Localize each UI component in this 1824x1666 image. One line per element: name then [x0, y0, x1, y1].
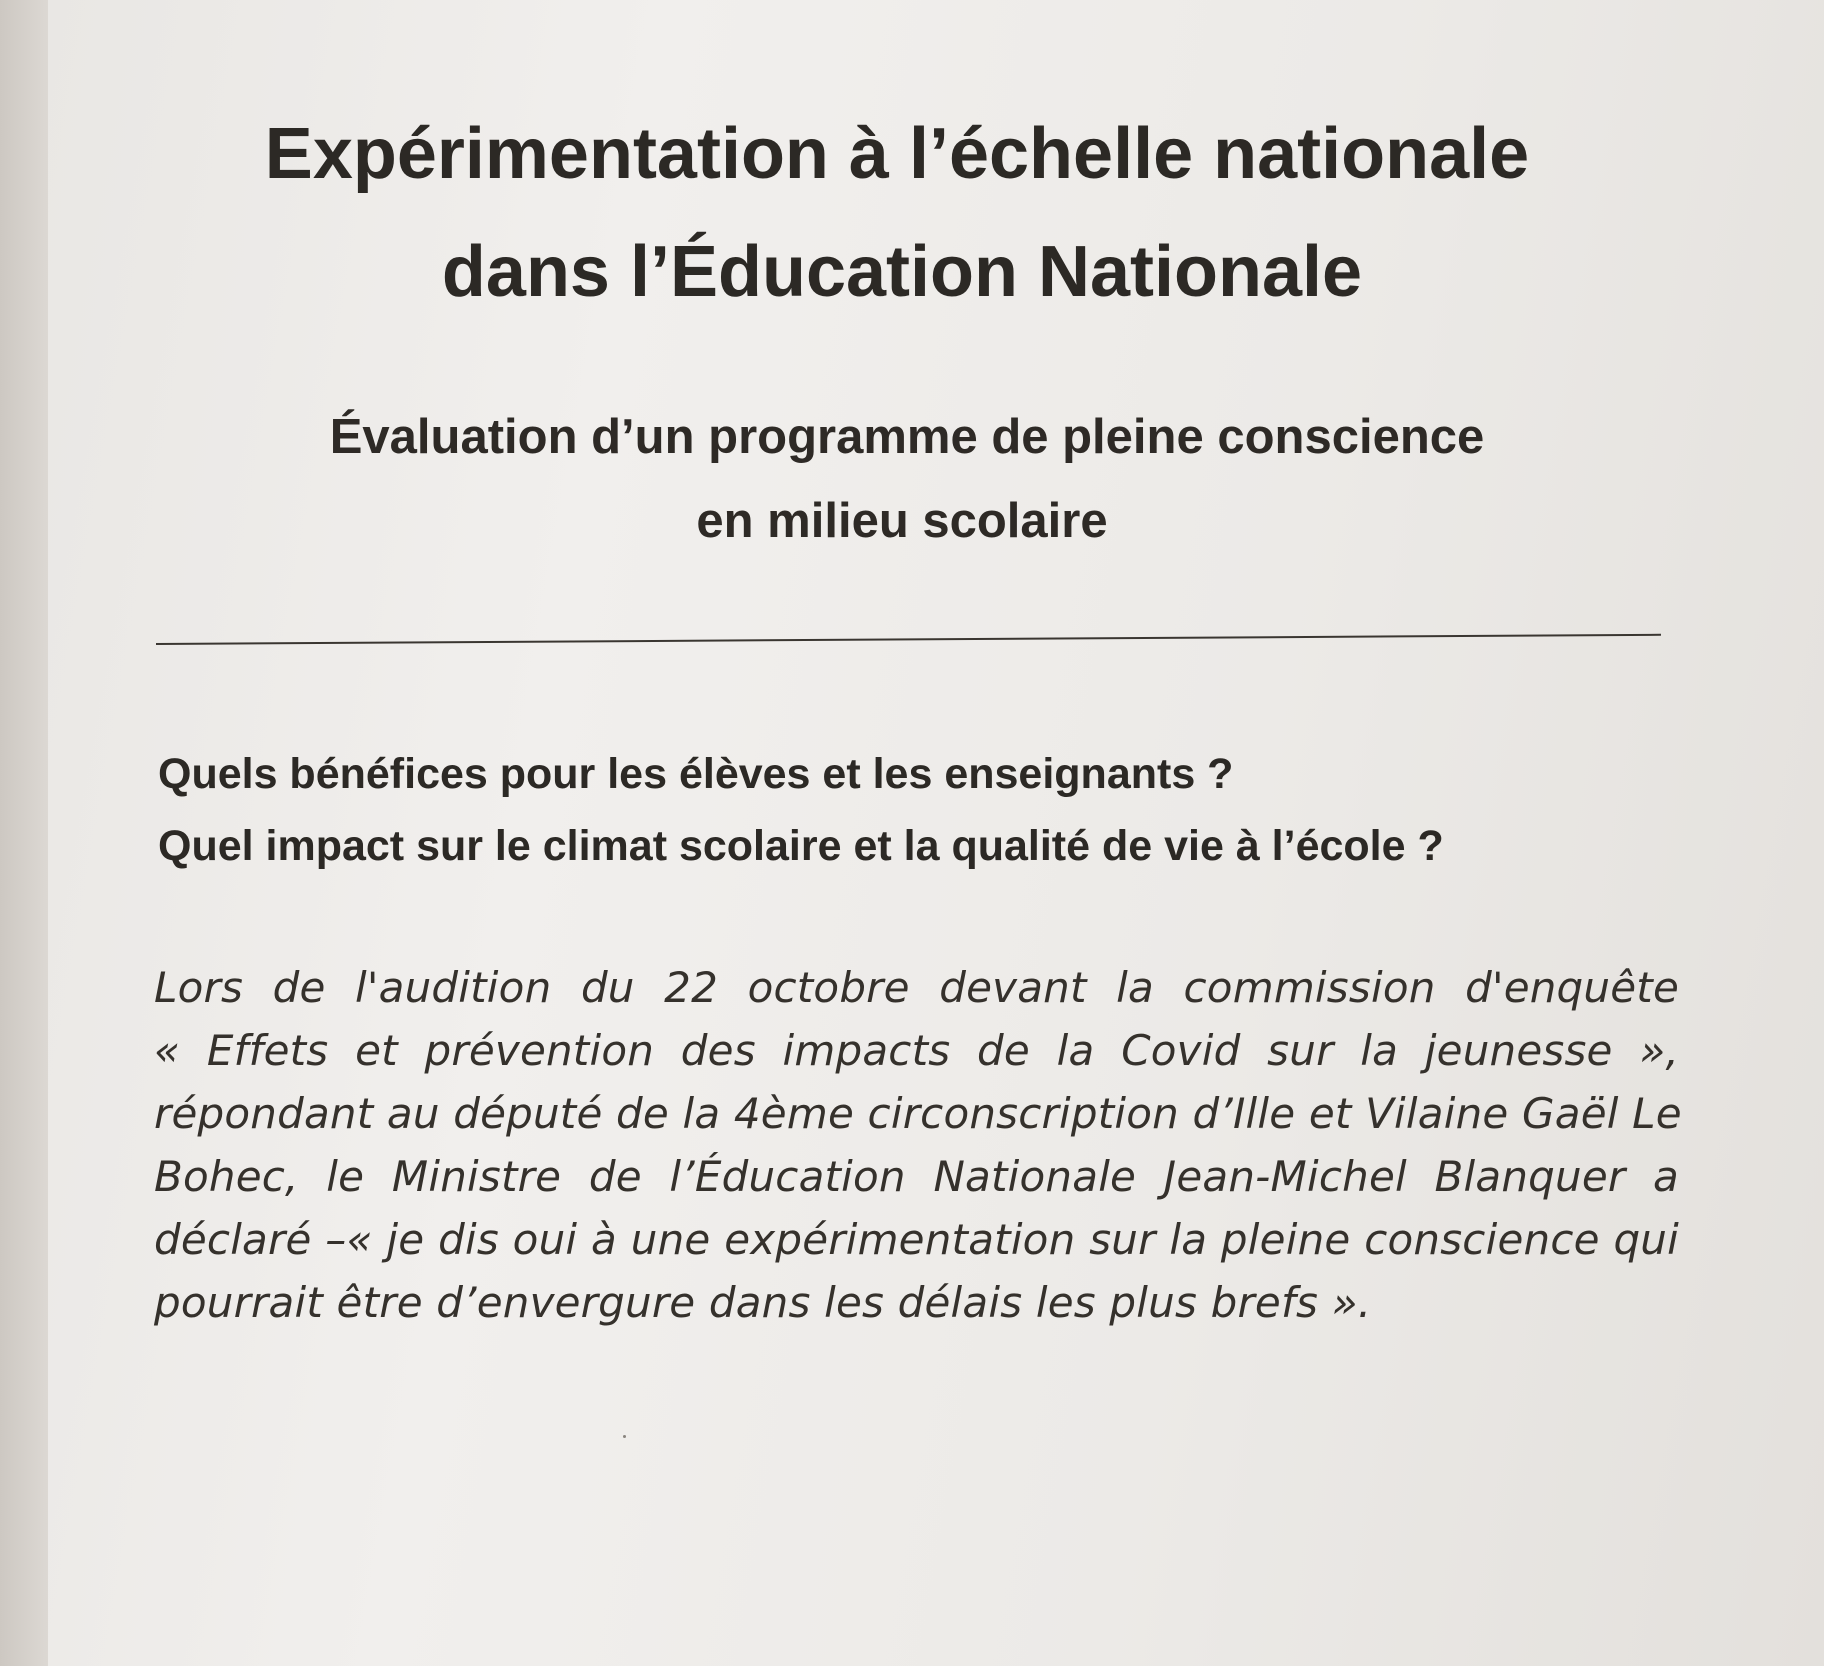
quote-line-5: déclaré –« je dis oui à une expérimentation sur la pleine conscience qui — [154, 1215, 1679, 1264]
question-1: Quels bénéfices pour les élèves et les enseignants ? — [158, 750, 1234, 798]
quote-paragraph — [154, 956, 1682, 1334]
title-line-1: Expérimentation à l’échelle nationale — [264, 114, 1530, 194]
document-subtitle — [0, 395, 1824, 563]
question-2: Quel impact sur le climat scolaire et la qualité de vie à l’école ? — [158, 822, 1444, 870]
subtitle-line-2: en milieu scolaire — [696, 494, 1108, 548]
questions-block — [158, 738, 1608, 882]
title-line-2: dans l’Éducation Nationale — [441, 232, 1363, 312]
quote-line-2: « Effets et prévention des impacts de la Covid sur la jeunesse », — [154, 1026, 1679, 1075]
quote-line-3: répondant au député de la 4ème circonscription d’Ille et Vilaine Gaël Le — [154, 1089, 1682, 1138]
quote-line-1: Lors de l'audition du 22 octobre devant la commission d'enquête — [154, 963, 1679, 1012]
quote-line-6: pourrait être d’envergure dans les délais les plus brefs ». — [154, 1278, 1372, 1327]
document-title — [0, 95, 1824, 331]
subtitle-line-1: Évaluation d’un programme de pleine conscience — [329, 410, 1485, 464]
paper-speck — [623, 1435, 626, 1438]
quote-line-4: Bohec, le Ministre de l’Éducation Nationale Jean-Michel Blanquer a — [154, 1152, 1679, 1201]
